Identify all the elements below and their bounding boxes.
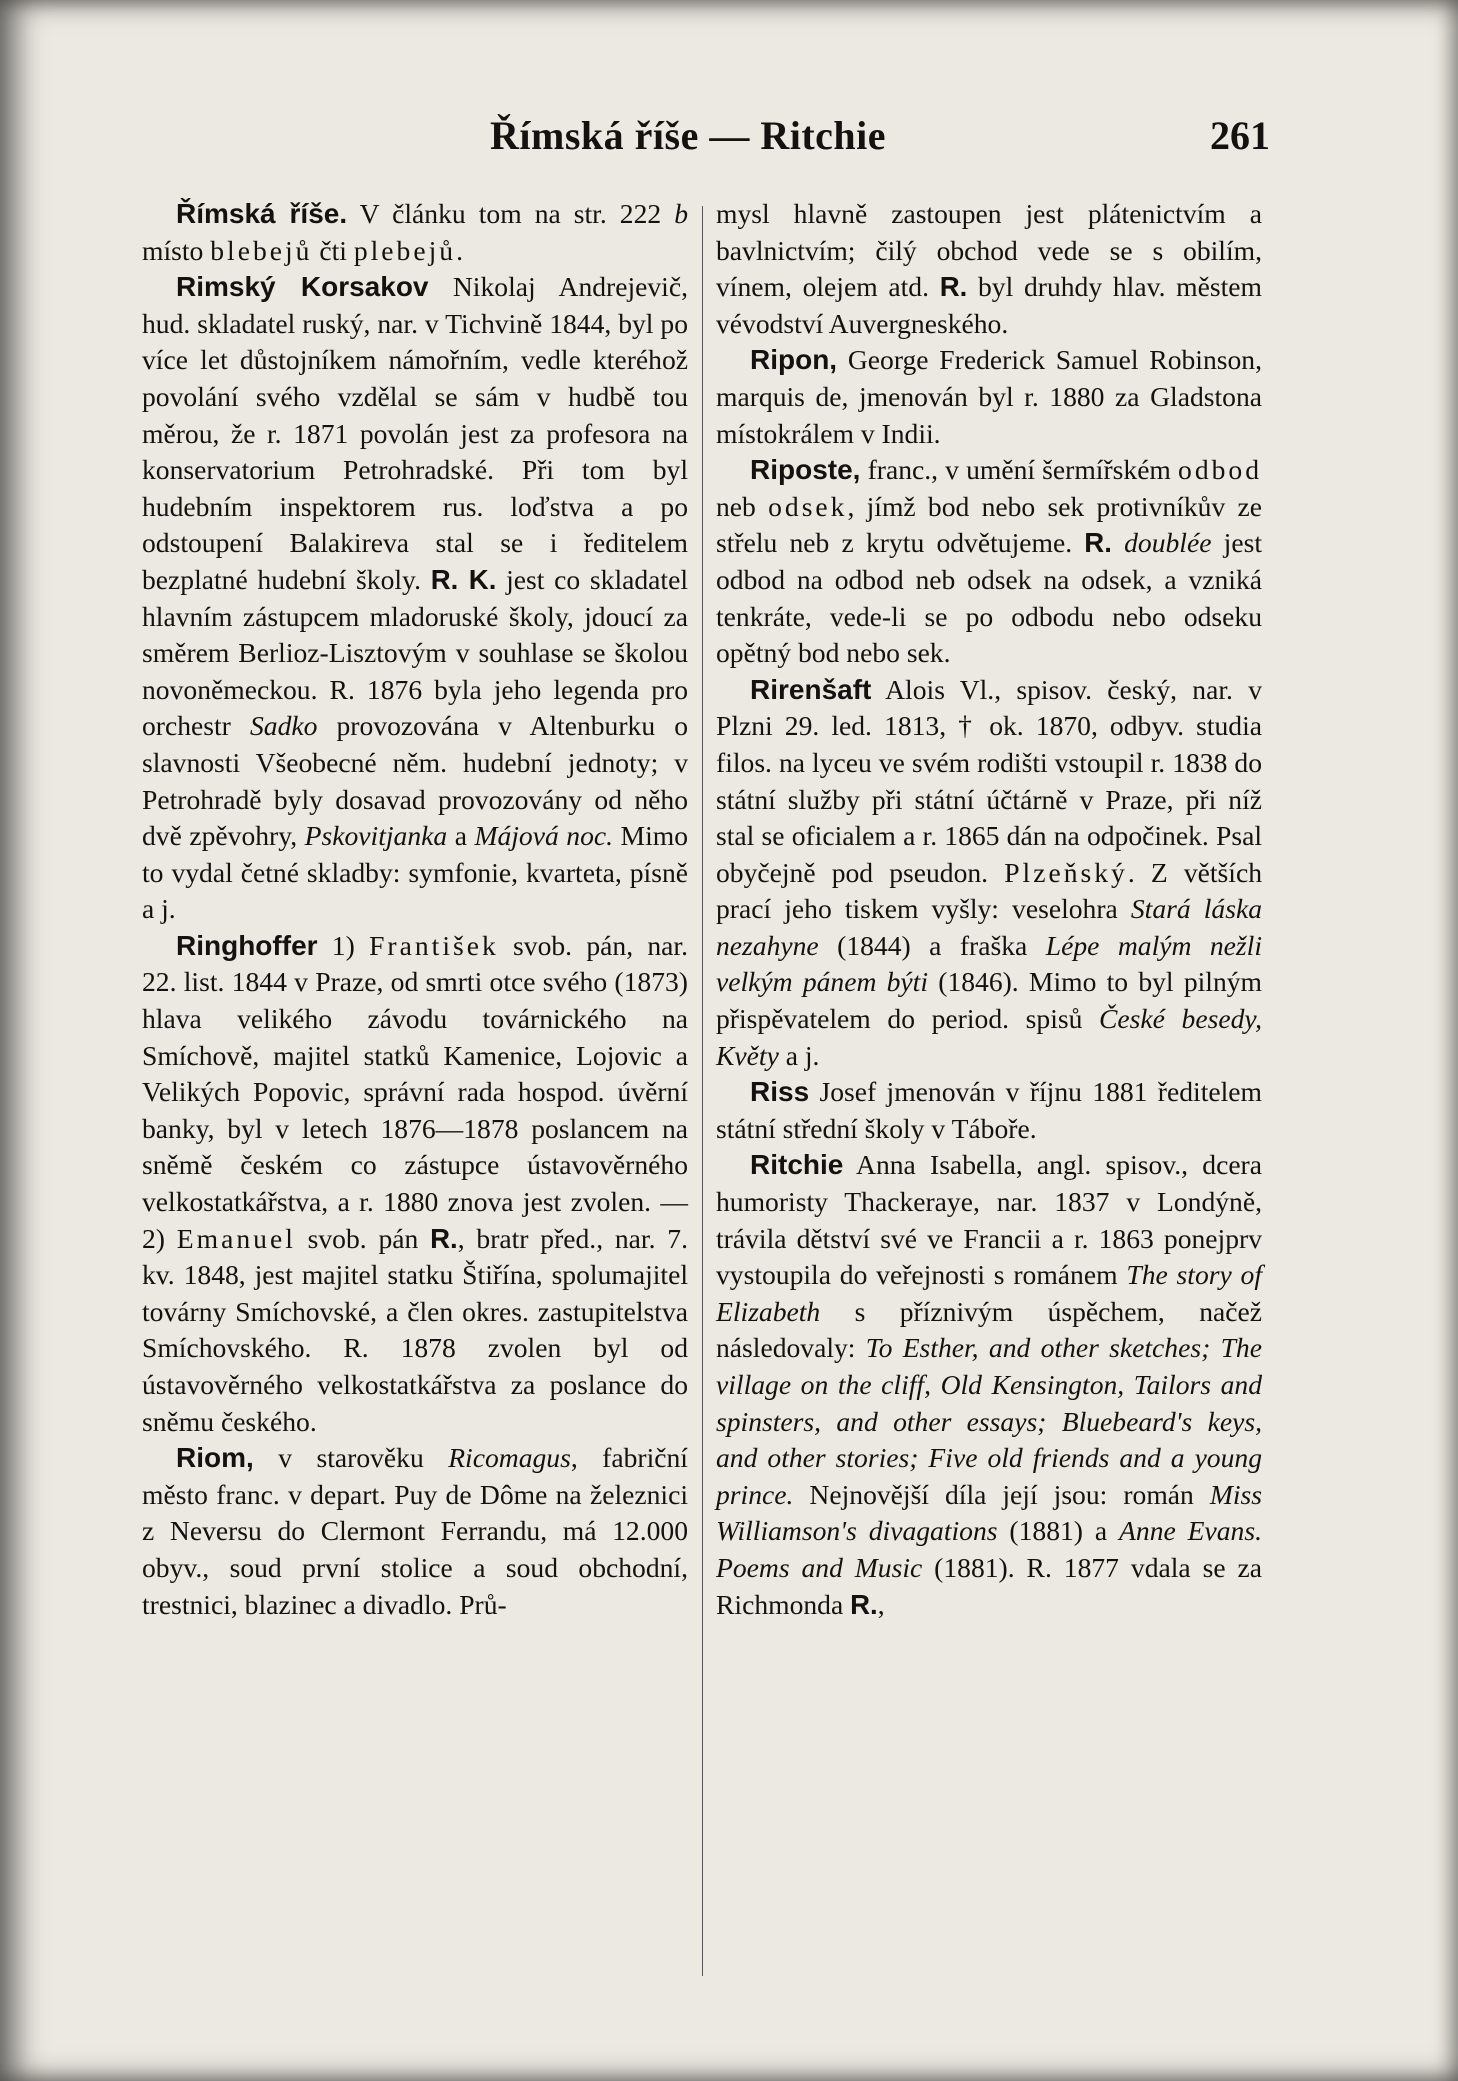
entry-text: byl druhdy hlav. městem vévodství Auvergneského. xyxy=(716,271,1263,339)
headword-abbreviation: R. xyxy=(939,271,968,303)
italic-text: Pskovitjanka xyxy=(304,820,448,852)
entry-headword: Riom, xyxy=(176,1442,254,1474)
italic-text: Miss Williamson's divagations xyxy=(716,1478,1262,1547)
dictionary-entry xyxy=(142,269,688,928)
spaced-text: František xyxy=(369,929,499,961)
entry-text: V článku tom na str. 222 xyxy=(347,198,675,229)
headword-abbreviation: R. xyxy=(850,1588,878,1620)
entry-text: Nikolaj Andrejevič, hud. skladatel ruský, nar. v Tichvině 1844, byl po více let důstojníkem námořním, vedle kteréhož povolání svého vzdělal se sám v hudbě tou měrou, že r. 1871 povolán jest za profesora na konservatorium Petrohradské. Při tom byl hudebním inspektorem rus. loďstva a po odstoupení Balakireva stal se i ředitelem bezplatné hudební školy. xyxy=(142,271,688,595)
dictionary-entry xyxy=(716,672,1262,1075)
entry-text: provozována v Altenburku o slavnosti Všeobecné něm. hudební jednoty; v Petrohradě byly dosavad provozovány od něho dvě zpěvohry, xyxy=(142,710,688,852)
dictionary-entry xyxy=(716,1074,1262,1147)
entry-text: Mimo to vydal četné skladby: symfonie, kvarteta, písně a j. xyxy=(142,820,688,925)
entry-text: Anna Isabella, angl. spisov., dcera humoristy Thackeraye, nar. 1837 v Londýně, trávila dětství své ve Francii a r. 1863 ponejprv vystoupila do veřejnosti s románem xyxy=(716,1149,1262,1291)
entry-text: a xyxy=(447,820,475,852)
entry-text: Alois Vl., spisov. český, nar. v Plzni 29. led. 1813, † ok. 1870, odbyv. studia filos. na lyceu ve svém rodišti vstoupil r. 1838 do státní služby při státní účtárně v Praze, při níž stal se oficialem a r. 1865 dán na odpočinek. Psal obyčejně pod pseudon. xyxy=(716,673,1262,888)
entry-text: (1846). Mimo to byl pilným přispěvatelem do period. spisů xyxy=(716,966,1263,1035)
page-number: 261 xyxy=(1210,113,1270,158)
entry-text: franc., v umění šermířském xyxy=(860,454,1179,486)
entry-text: a j. xyxy=(778,1039,820,1071)
entry-text: jest odbod na odbod neb odsek na odsek, a vzniká tenkráte, vede-li se po odbodu nebo odseku opětný bod nebo sek. xyxy=(716,527,1262,669)
entry-text: (1881). R. 1877 vdala se za Richmonda xyxy=(716,1551,1262,1620)
entry-text: , jímž bod nebo sek protivníkův ze střelu neb z krytu odvětujeme. xyxy=(716,490,1262,559)
entry-text: svob. pán, nar. 22. list. 1844 v Praze, od smrti otce svého (1873) hlava velikého závodu továrnického na Smíchově, majitel statků Kamenice, Lojovic a Velikých Popovic, správní rada hospod. úvěrní banky, byl v letech 1876—1878 poslancem na sněmě českém co zástupce ústavověrného velkostatkářstva, a r. 1880 znova jest zvolen. — 2) xyxy=(142,929,688,1254)
dictionary-entry xyxy=(716,1147,1262,1623)
italic-text: The story of Elizabeth xyxy=(716,1259,1262,1327)
entry-text: . Z větších prací jeho tiskem vyšly: veselohra xyxy=(716,856,1262,925)
entry-text: . xyxy=(456,234,463,266)
italic-text: doublée xyxy=(1124,527,1212,559)
entry-text: Josef jmenován v říjnu 1881 ředitelem státní střední školy v Táboře. xyxy=(716,1076,1262,1144)
dictionary-entry xyxy=(716,342,1262,452)
spaced-text: odbod xyxy=(1178,454,1262,486)
spaced-text: Emanuel xyxy=(176,1222,296,1254)
italic-text: Ricomagus xyxy=(448,1442,571,1474)
entry-text: jest co skladatel hlavním zástupcem mladoruské školy, jdoucí za směrem Berlioz-Lisztovým v souhlase se školou novoněmeckou. R. 1876 byla jeho legenda pro orchestr xyxy=(142,563,688,742)
entry-text: v starověku xyxy=(253,1442,449,1474)
entry-text xyxy=(1112,527,1124,558)
dictionary-entry xyxy=(142,928,688,1440)
italic-text: České besedy, Květy xyxy=(716,1003,1262,1071)
italic-text: Lépe malým nežli velkým pánem býti xyxy=(716,929,1262,998)
entry-headword: Římská říše. xyxy=(176,198,348,229)
entry-headword: Ritchie xyxy=(750,1149,844,1181)
dictionary-entry xyxy=(716,196,1262,342)
headword-abbreviation: R. xyxy=(1084,527,1112,559)
entry-text: , bratr před., nar. 7. kv. 1848, jest majitel statku Štiřína, spolumajitel továrny Smíchovské, a člen okres. zastupitelstva Smíchovského. R. 1878 zvolen byl od ústavověrného velkostatkářstva za poslance do sněmu českého. xyxy=(142,1222,688,1437)
entry-text: svob. pán xyxy=(295,1222,431,1254)
running-title: Římská říše — Ritchie xyxy=(490,113,887,158)
entry-text: (1844) a fraška xyxy=(818,929,1046,961)
entry-text: místo xyxy=(142,234,211,266)
headword-abbreviation: R. K. xyxy=(430,563,497,595)
entry-headword: Rimský Korsakov xyxy=(176,271,429,303)
right-column xyxy=(716,196,1262,1623)
italic-text: Májová noc. xyxy=(474,820,614,852)
entry-text: , xyxy=(877,1588,885,1620)
italic-text: b xyxy=(674,198,688,229)
column-divider xyxy=(702,206,703,1976)
entry-text: Nejnovější díla její jsou: román xyxy=(793,1478,1210,1510)
dictionary-entry xyxy=(142,1440,688,1623)
dictionary-entry xyxy=(142,196,688,269)
text-columns xyxy=(142,196,1270,1996)
italic-text: Anne Evans. Poems and Music xyxy=(716,1515,1262,1583)
entry-headword: Ringhoffer xyxy=(176,929,318,961)
italic-text: Stará láska nezahyne xyxy=(716,893,1262,961)
entry-headword: Ripon, xyxy=(750,344,838,376)
dictionary-entry xyxy=(716,452,1262,672)
headword-abbreviation: R. xyxy=(430,1222,458,1254)
italic-text: Sadko xyxy=(249,710,318,742)
spaced-text: blebejů xyxy=(210,234,313,266)
entry-headword: Rirenšaft xyxy=(750,673,872,705)
entry-text: mysl hlavně zastoupen jest plátenictvím a bavlnictvím; čilý obchod vede se s obilím, vínem, olejem atd. xyxy=(716,198,1262,303)
entry-text: neb xyxy=(716,490,769,522)
italic-text: To Esther, and other sketches; The village on the cliff, Old Kensington, Tailors and spinsters, and other essays; Bluebeard's keys, and other stories; Five old friends and a young prince. xyxy=(716,1332,1262,1510)
entry-text: 1) xyxy=(317,929,370,961)
entry-headword: Riss xyxy=(750,1076,810,1108)
spaced-text: Plzeňský xyxy=(1004,856,1128,888)
entry-text: (1881) a xyxy=(997,1515,1120,1547)
left-column xyxy=(142,196,688,1623)
spaced-text: odsek xyxy=(768,490,848,522)
entry-text: , fabriční město franc. v depart. Puy de Dôme na železnici z Neversu do Clermont Ferrandu, má 12.000 obyv., soud první stolice a soud obchodní, trestnici, blazinec a divadlo. Prů- xyxy=(142,1442,688,1620)
entry-text: čti xyxy=(312,234,354,266)
entry-text: s příznivým úspěchem, načež následovaly: xyxy=(716,1295,1262,1364)
page-header xyxy=(170,112,1270,172)
spaced-text: plebejů xyxy=(353,234,457,266)
entry-text: George Frederick Samuel Robinson, marquis de, jmenován byl r. 1880 za Gladstona místokrálem v Indii. xyxy=(716,344,1262,449)
entry-headword: Riposte, xyxy=(750,454,861,486)
